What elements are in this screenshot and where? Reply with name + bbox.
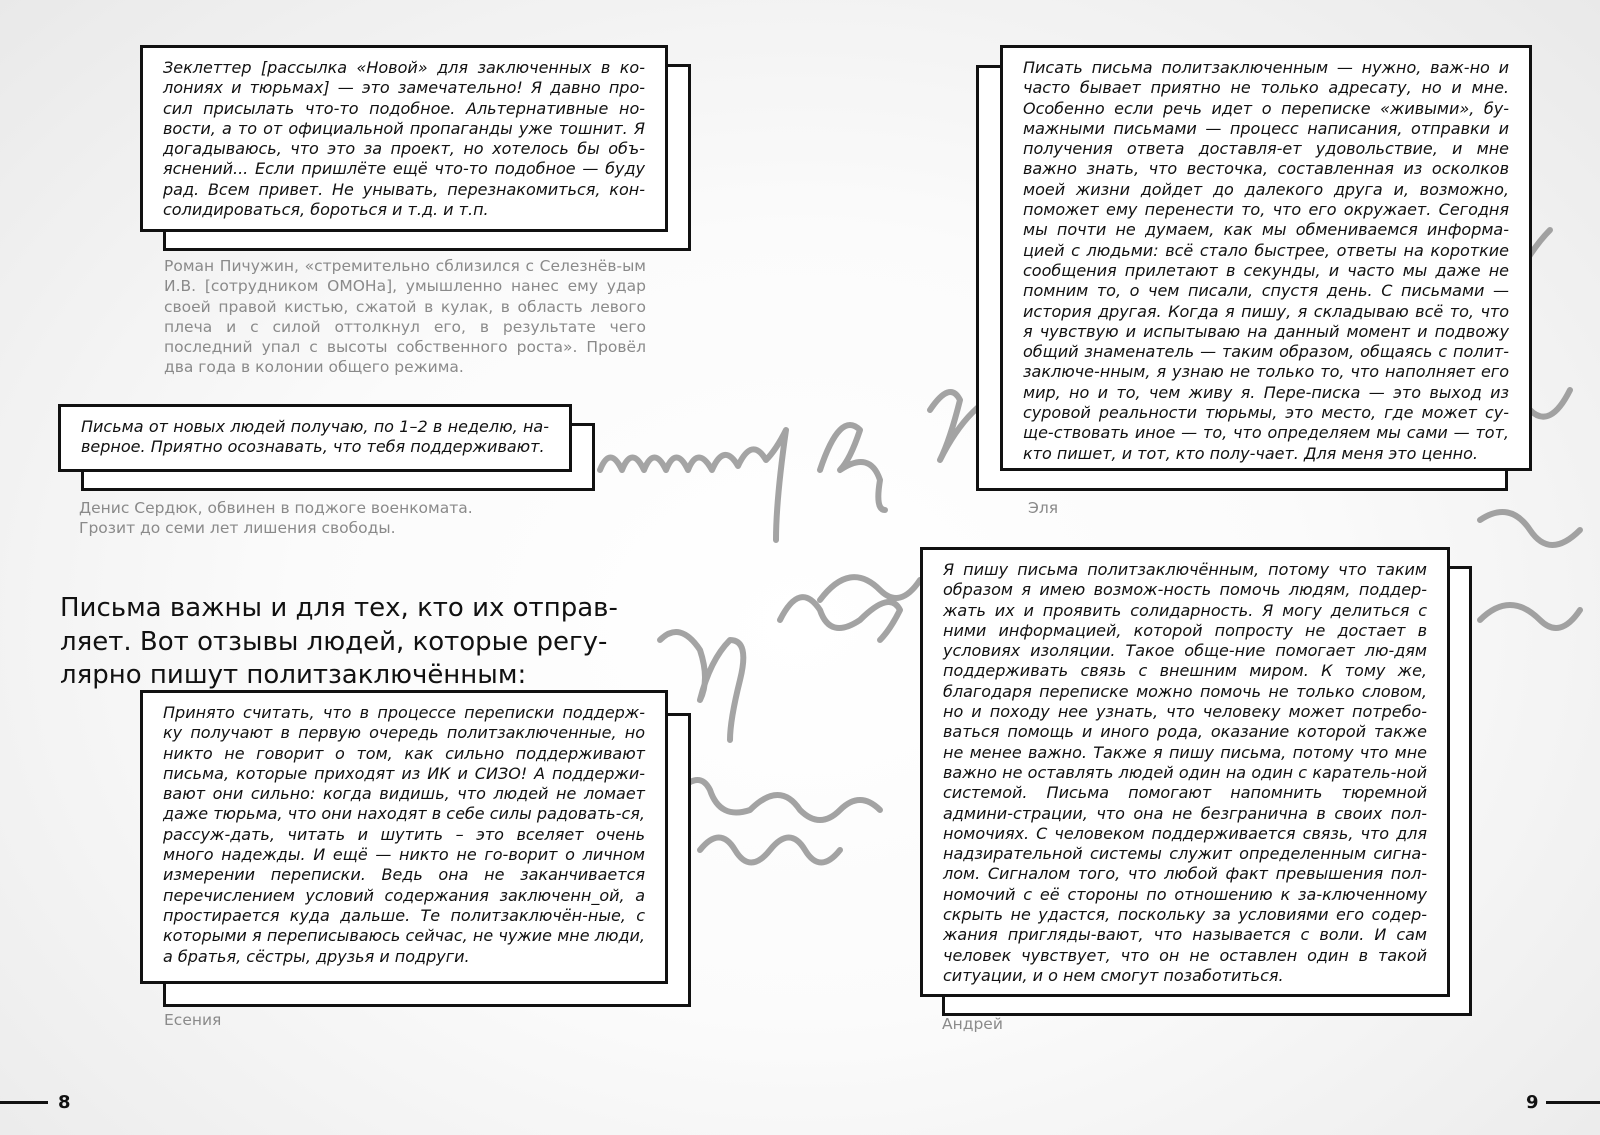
quote-author: Есения <box>164 1011 222 1029</box>
page-rule-right <box>1546 1101 1600 1104</box>
page-number-right: 9 <box>1526 1092 1539 1113</box>
quote-author: Эля <box>1028 499 1059 517</box>
quote-text: Писать письма политзаключенным — нужно, важ-но и часто бывает приятно не только адресату, но и мне. Особенно если речь идет о переписке «живыми», бу-мажными письмами — процесс написания, отправки и получения ответа доставля-ет удовольствие, и мне важно знать, что весточка, составленная из осколков моей жизни дойдет до далекого друга и, возможно, поможет ему перенести то, что его окружает. Сегодня мы почти не думаем, как мы обмениваемся информа-цией с людьми: всё стало быстрее, ответы на короткие сообщения прилетают в секунды, и часто мы даже не помним то, о чем писали, спустя день. С письмами — история другая. Когда я пишу, я складываю всё то, что я чувствую и испытываю на данный момент и подвожу общий знаменатель — таким образом, общаясь с полит-заключе-нным, я узнаю не только то, что наполняет его мир, но и то, чем живу я. Пере-писка — это выход из суровой реальности тюрьмы, это место, где может су-ще-ствовать иное — то, что определяем мы сами — тот, кто пишет, и тот, кто полу-чает. Для меня это ценно. <box>1023 58 1509 463</box>
quote-author: Денис Сердюк, обвинен в поджоге военкомата. Грозит до семи лет лишения свободы. <box>79 499 473 538</box>
card-body <box>140 45 668 232</box>
quote-text: Я пишу письма политзаключённым, потому что таким образом я имею возмож-ность помочь людям, поддер-жать их и проявить солидарность. Я могу делиться с ними информацией, которой попросту не достает в условиях изоляции. Такое обще-ние помогает лю-дям поддерживать связь с внешним миром. К тому же, благодаря переписке можно помочь не только словом, но и походу нее узнать, что человеку может потребо-ваться помощь и иного рода, оказание которой также не менее важно. Также я пишу письма, потому что мне важно не оставлять людей один на один с каратель-ной системой. Письма помогают напомнить тюремной админи-страции, что она не безгранична в своих пол-номочиях. С человеком поддерживается связь, что для надзирательной системы служит определенным сигна-лом. Сигналом того, что любой факт превышения пол-номочий с её стороны по отношению к за-ключенному скрыть не удастся, поскольку за условиями его содер-жания пригляды-вают, что называется с воли. И сам человек чувствует, что он не оставлен один в такой ситуации, и о нем смогут позаботиться. <box>943 560 1427 985</box>
quote-author: Роман Пичужин, «стремительно сблизился с Селезнёв-ым И.В. [сотрудником ОМОНа], умышленно нанес ему удар своей правой кистью, сжатой в кулак, в область левого плеча и с силой оттолкнул его, в результате чего последний упал с высоты собственного роста». Провёл два года в колонии общего режима. <box>164 257 646 377</box>
quote-text: Письма от новых людей получаю, по 1–2 в неделю, на-верное. Приятно осознавать, что тебя поддерживают. <box>81 417 549 457</box>
quote-author: Андрей <box>942 1015 1003 1033</box>
card-body <box>1000 45 1532 471</box>
card-body <box>920 547 1450 997</box>
card-body <box>58 404 572 472</box>
page-number-left: 8 <box>58 1092 71 1113</box>
card-body <box>140 690 668 984</box>
page-rule-left <box>0 1101 48 1104</box>
quote-text: Зеклеттер [рассылка «Новой» для заключенных в ко-лониях и тюрьмах] — это замечательно! Я давно про-сил присылать что-то подобное. Альтернативные но-вости, а то от официальной пропаганды уже тошнит. Я догадываюсь, что это за проект, но хотелось бы объ-яснений... Если пришлёте ещё что-то подобное — буду рад. Всем привет. Не унывать, перезнакомиться, кон-солидироваться, бороться и т.д. и т.п. <box>163 58 645 220</box>
section-headline: Письма важны и для тех, кто их отправ-ляет. Вот отзывы людей, которые регу-лярно пишут политзаключённым: <box>60 593 618 690</box>
quote-text: Принято считать, что в процессе переписки поддерж-ку получают в первую очередь политзаключенные, но никто не говорит о том, как сильно поддерживают письма, которые приходят из ИК и СИЗО! А поддержи-вают они сильно: когда видишь, что людей не ломает даже тюрьма, что они находят в себе силы радовать-ся, рассуж-дать, читать и шутить – это вселяет очень много надежды. И ещё — никто не го-ворит о личном измерении переписки. Ведь она не заканчивается перечислением условий содержания заключенн_ой, а простирается куда дальше. Те политзаключён-ные, с которыми я переписываюсь сейчас, не чужие мне люди, а братья, сёстры, друзья и подруги. <box>163 703 645 966</box>
